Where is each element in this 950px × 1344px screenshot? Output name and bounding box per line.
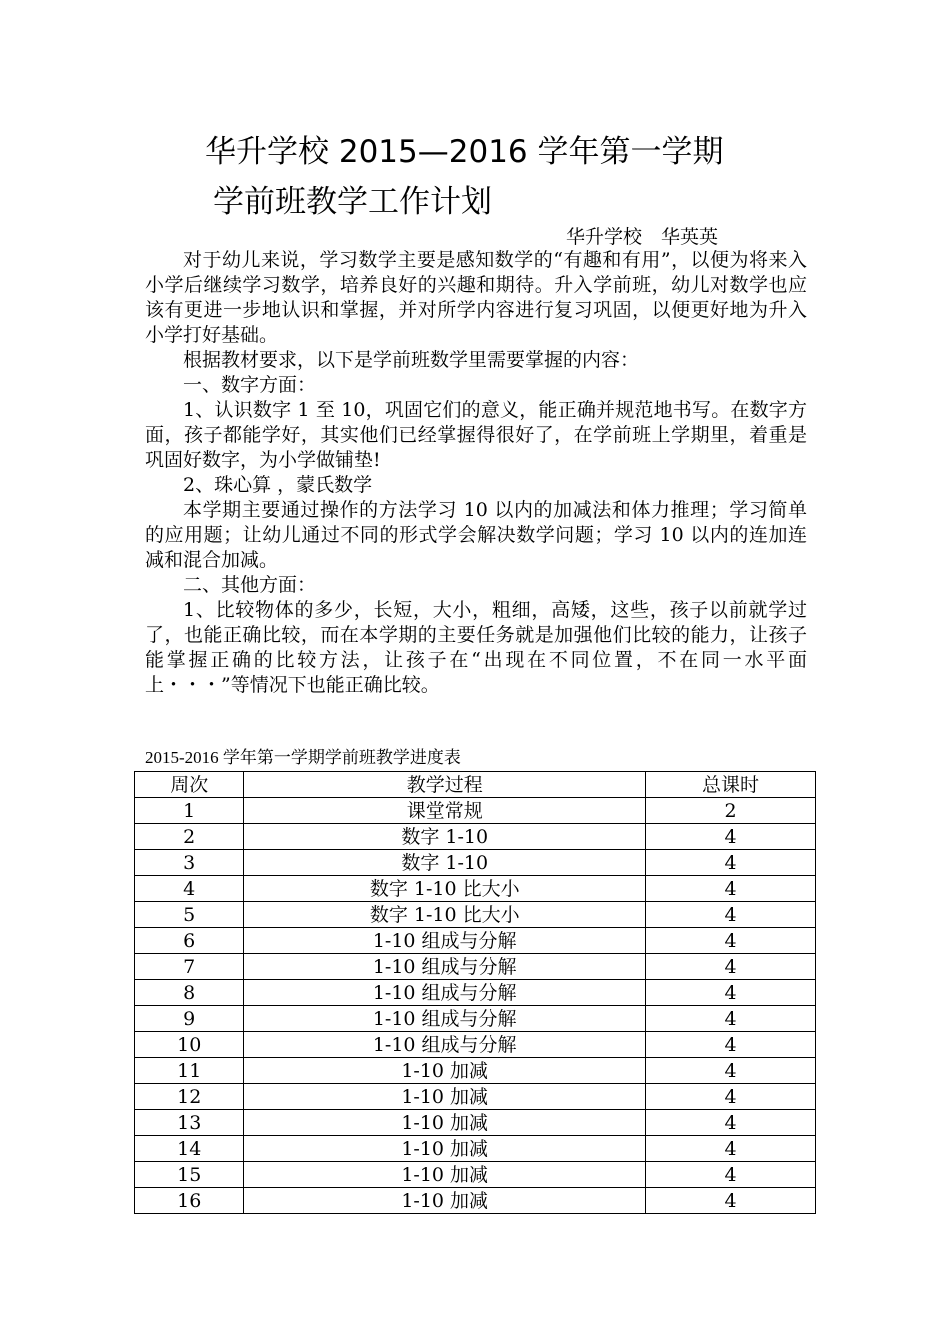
comparison-paragraph: 1、比较物体的多少，长短，大小，粗细，高矮，这些，孩子以前就学过了，也能正确比较，而在本学期的主要任务就是加强他们比较的能力，让孩子能掌握正确的比较方法，让孩子在“出现在不同位置，不在同一水平面上・・・”等情况下也能正确比较。 [145, 599, 807, 696]
table-row [135, 980, 816, 1006]
cell-week: 7 [135, 954, 244, 980]
cell-process: 1-10 加减 [244, 1188, 646, 1214]
cell-process: 1-10 组成与分解 [244, 1032, 646, 1058]
document-title-line1: 华升学校 2015—2016 学年第一学期 [205, 134, 724, 170]
cell-hours: 4 [645, 902, 815, 928]
cell-hours: 4 [645, 1084, 815, 1110]
table-row [135, 850, 816, 876]
schedule-table-body [135, 798, 816, 1214]
numbers-paragraph: 1、认识数字 1 至 10，巩固它们的意义，能正确并规范地书写。在数字方面，孩子都能学好，其实他们已经掌握得很好了，在学前班上学期里，着重是巩固好数字，为小学做铺垫! [145, 399, 807, 471]
schedule-table [134, 771, 816, 1214]
cell-week: 10 [135, 1032, 244, 1058]
cell-week: 16 [135, 1188, 244, 1214]
intro-paragraph: 对于幼儿来说，学习数学主要是感知数学的“有趣和有用”，以便为将来入小学后继续学习数学，培养良好的兴趣和期待。升入学前班，幼儿对数学也应该有更进一步地认识和掌握，并对所学内容进行复习巩固，以便更好地为升入小学打好基础。 [145, 249, 807, 346]
cell-hours: 4 [645, 1032, 815, 1058]
cell-week: 1 [135, 798, 244, 824]
cell-hours: 2 [645, 798, 815, 824]
header-process: 教学过程 [244, 772, 646, 798]
cell-week: 11 [135, 1058, 244, 1084]
semester-paragraph: 本学期主要通过操作的方法学习 10 以内的加减法和体力推理；学习简单的应用题；让幼儿通过不同的形式学会解决数学问题；学习 10 以内的连加连减和混合加减。 [145, 499, 807, 571]
cell-process: 数字 1-10 [244, 850, 646, 876]
table-row [135, 1006, 816, 1032]
table-row [135, 902, 816, 928]
cell-process: 数字 1-10 比大小 [244, 876, 646, 902]
cell-process: 1-10 组成与分解 [244, 954, 646, 980]
author-byline: 华升学校 华英英 [566, 226, 719, 248]
cell-hours: 4 [645, 1188, 815, 1214]
header-week: 周次 [135, 772, 244, 798]
cell-hours: 4 [645, 954, 815, 980]
cell-hours: 4 [645, 850, 815, 876]
cell-hours: 4 [645, 1110, 815, 1136]
table-row [135, 876, 816, 902]
cell-process: 数字 1-10 比大小 [244, 902, 646, 928]
cell-hours: 4 [645, 928, 815, 954]
cell-process: 1-10 加减 [244, 1110, 646, 1136]
cell-hours: 4 [645, 980, 815, 1006]
cell-hours: 4 [645, 1136, 815, 1162]
cell-process: 1-10 加减 [244, 1162, 646, 1188]
cell-week: 13 [135, 1110, 244, 1136]
cell-process: 1-10 组成与分解 [244, 928, 646, 954]
abacus-heading: 2、珠心算 ，蒙氏数学 [183, 474, 373, 496]
cell-process: 数字 1-10 [244, 824, 646, 850]
plan-body [145, 248, 807, 698]
header-hours: 总课时 [645, 772, 815, 798]
section-heading-numbers: 一、数字方面： [183, 374, 317, 396]
table-row [135, 1136, 816, 1162]
cell-process: 课堂常规 [244, 798, 646, 824]
cell-week: 3 [135, 850, 244, 876]
cell-process: 1-10 加减 [244, 1136, 646, 1162]
table-row [135, 1188, 816, 1214]
cell-week: 14 [135, 1136, 244, 1162]
cell-week: 8 [135, 980, 244, 1006]
cell-process: 1-10 加减 [244, 1084, 646, 1110]
schedule-caption: 2015-2016 学年第一学期学前班教学进度表 [145, 748, 461, 767]
cell-hours: 4 [645, 1058, 815, 1084]
cell-process: 1-10 加减 [244, 1058, 646, 1084]
section-heading-other: 二、其他方面： [183, 574, 317, 596]
table-row [135, 1110, 816, 1136]
content-intro: 根据教材要求，以下是学前班数学里需要掌握的内容： [183, 349, 640, 371]
cell-process: 1-10 组成与分解 [244, 1006, 646, 1032]
cell-hours: 4 [645, 1162, 815, 1188]
cell-week: 5 [135, 902, 244, 928]
cell-week: 15 [135, 1162, 244, 1188]
table-header-row [135, 772, 816, 798]
cell-week: 9 [135, 1006, 244, 1032]
cell-week: 2 [135, 824, 244, 850]
cell-week: 6 [135, 928, 244, 954]
table-row [135, 1032, 816, 1058]
table-row [135, 954, 816, 980]
cell-process: 1-10 组成与分解 [244, 980, 646, 1006]
table-row [135, 1162, 816, 1188]
cell-week: 12 [135, 1084, 244, 1110]
document-title-line2: 学前班教学工作计划 [213, 184, 492, 220]
cell-week: 4 [135, 876, 244, 902]
cell-hours: 4 [645, 824, 815, 850]
cell-hours: 4 [645, 876, 815, 902]
cell-hours: 4 [645, 1006, 815, 1032]
table-row [135, 798, 816, 824]
table-row [135, 1084, 816, 1110]
table-row [135, 1058, 816, 1084]
table-row [135, 928, 816, 954]
table-row [135, 824, 816, 850]
